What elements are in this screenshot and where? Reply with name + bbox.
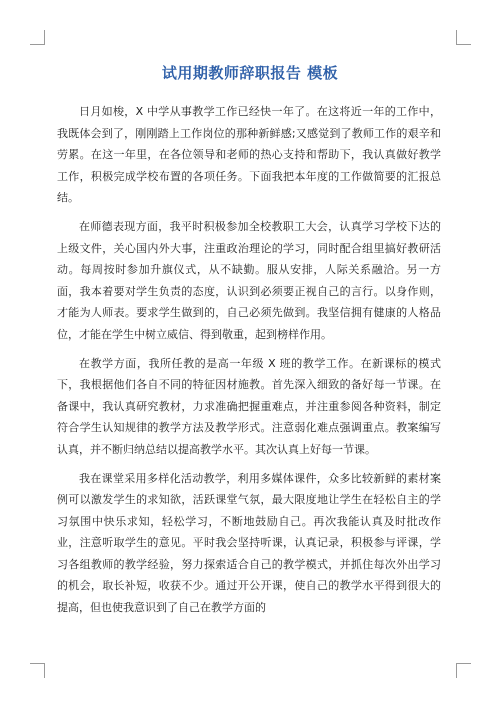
document-title: 试用期教师辞职报告 模板	[161, 64, 339, 82]
paragraph-2: 在师德表现方面，我平时积极参加全校教职工大会，认真学习学校下达的上级文件，关心国内外大事，注重政治理论的学习，同时配合组里搞好教研活动。每周按时参加升旗仪式，从不缺勤。服从安排，人际关系融洽。另一方面，我本着要对学生负责的态度，认识到必须要正视自己的言行。以身作则，才能为人师表。要求学生做到的，自己必须先做到。我坚信拥有健康的人格品位，才能在学生中树立威信、得到敬重，起到榜样作用。	[57, 219, 441, 341]
paragraph-3: 在教学方面，我所任教的是高一年级 X 班的教学工作。在新课标的模式下，我根据他们各自不同的特征因材施教。首先深入细致的备好每一节课。在备课中，我认真研究教材，力求准确把握重难点，并注重参阅各种资料，制定符合学生认知规律的教学方法及教学形式。注意弱化难点强调重点。教案编写认真，并不断归纳总结以提高教学水平。其次认真上好每一节课。	[57, 356, 441, 456]
crop-mark-top-right	[456, 30, 471, 45]
paragraph-4: 我在课堂采用多样化活动教学，利用多媒体课件，众多比较新鲜的素材案例可以激发学生的求知欲，活跃课堂气氛，最大限度地让学生在轻松自主的学习氛围中快乐求知，轻松学习，不断地鼓励自己。再次我能认真及时批改作业，注意听取学生的意见。平时我会坚持听课，认真记录，积极参与评课，学习各组教师的教学经验，努力探索适合自己的教学模式，并抓住每次外出学习的机会，取长补短，收获不少。通过开公开课，使自己的教学水平得到很大的提高，但也使我意识到了自己在教学方面的	[57, 471, 441, 615]
paragraph-1: 日月如梭，X 中学从事教学工作已经快一年了。在这将近一年的工作中，我既体会到了，刚刚踏上工作岗位的那种新鲜感;又感觉到了教师工作的艰辛和劳累。在这一年里，在各位领导和老师的热心支持和帮助下，我认真做好教学工作，积极完成学校布置的各项任务。下面我把本年度的工作做简要的汇报总结。	[57, 105, 441, 205]
document-body	[57, 101, 441, 626]
crop-mark-top-left	[30, 30, 45, 45]
crop-mark-bottom-left	[30, 663, 45, 678]
crop-mark-bottom-right	[456, 663, 471, 678]
